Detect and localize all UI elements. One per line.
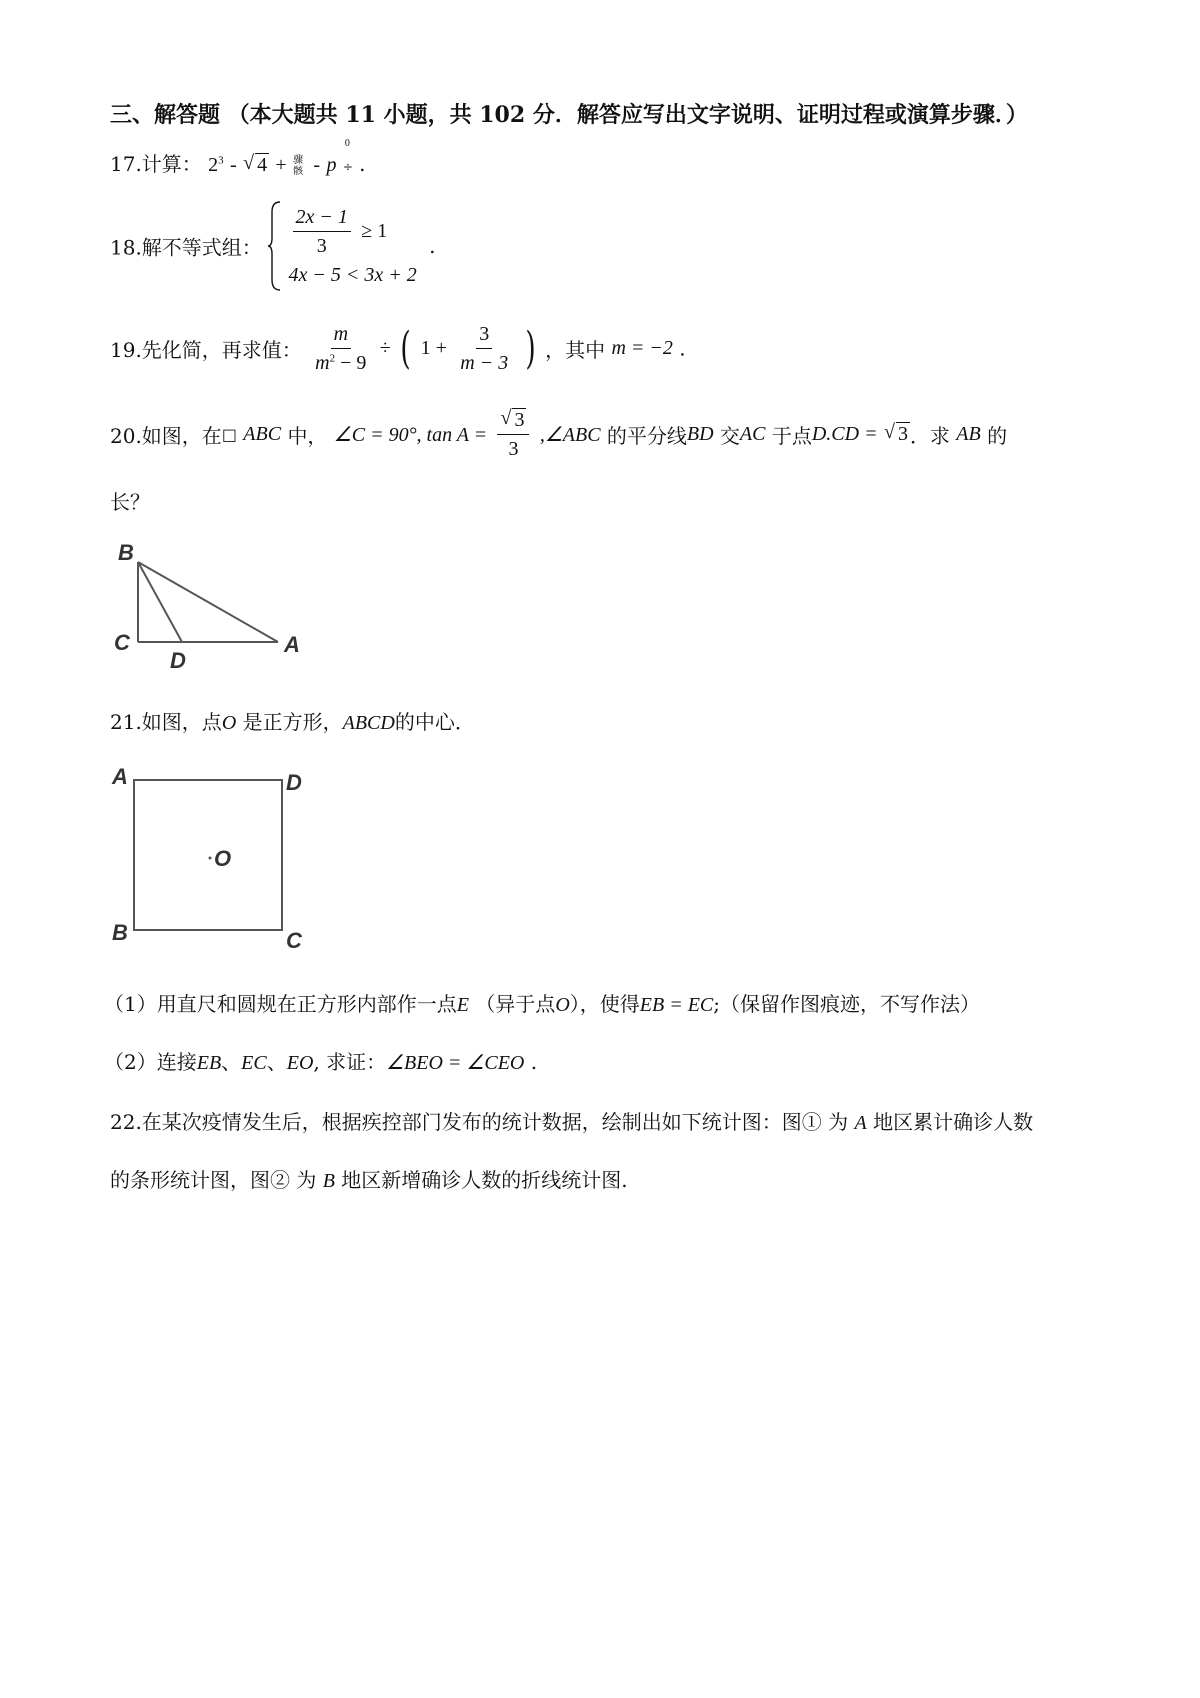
- q20-label-b: B: [118, 540, 134, 565]
- q19-tail-math: m = −2: [611, 337, 673, 359]
- q20-sqrt3-value: 3: [897, 423, 908, 445]
- q20-t3: 于点: [771, 424, 812, 448]
- q21-p1-c: ），使得: [569, 992, 640, 1016]
- q22-l2-b: 地区新增确诊人数的折线统计图.: [341, 1168, 628, 1192]
- q20-dcd: D.CD =: [811, 423, 878, 445]
- q17-base: 2: [208, 154, 219, 176]
- question-20: [110, 408, 1007, 461]
- q21-part-1: [104, 988, 980, 1017]
- q20-t2: 交: [719, 424, 740, 448]
- q17-minus2: -: [313, 154, 321, 176]
- q22-l1-b: 地区累计确诊人数: [873, 1110, 1034, 1134]
- section-title: 三、解答题 （本大题共 11 小题，共 102 分．解答应写出文字说明、证明过程或演算步骤．）: [110, 102, 1028, 128]
- q18-brace: [268, 200, 282, 292]
- q17-sqrt-arg: 4: [257, 154, 268, 176]
- q21-p2-a: （2）连接: [104, 1050, 197, 1074]
- q21-t1: 是正方形，: [242, 710, 343, 734]
- q17-garbled-symbol-2: ÷: [342, 160, 353, 174]
- q21-p2-sep2: 、: [266, 1050, 287, 1074]
- q17-minus1: -: [230, 154, 237, 176]
- q19-frac-1: [312, 322, 369, 375]
- q20-triangle-figure: [110, 534, 310, 674]
- q18-frac-den: 3: [316, 235, 327, 257]
- q19-label: 19.先化简，再求值：: [110, 338, 302, 362]
- q18-rows: [289, 205, 417, 287]
- q21-o: O: [221, 712, 237, 734]
- q21-label-o: O: [214, 846, 232, 871]
- q22-l2-a: 的条形统计图，图② 为: [110, 1168, 317, 1192]
- q21-p1-b: （异于点: [475, 992, 556, 1016]
- q20-bd: BD: [686, 423, 714, 445]
- q20-tan-frac: [497, 408, 529, 461]
- question-22-line-2: [110, 1164, 628, 1193]
- q20-label-d: D: [170, 648, 186, 673]
- q18-system: [268, 200, 417, 292]
- q17-zero: 0: [344, 138, 350, 149]
- q21-label-b: B: [112, 920, 128, 945]
- q20-mid: 中，: [287, 424, 328, 448]
- q18-row-1: [289, 205, 417, 258]
- q20-abc: ABC: [243, 423, 282, 445]
- q21-p2-end: .: [530, 1050, 538, 1074]
- q21-label: 21.如图，点: [110, 710, 222, 734]
- q18-rel: ≥ 1: [361, 220, 388, 242]
- q20-ac: AC: [739, 423, 766, 445]
- q19-frac-2-den: m − 3: [460, 352, 509, 374]
- q20-box: □: [221, 425, 237, 444]
- q18-row-2: 4x − 5 < 3x + 2: [288, 264, 417, 286]
- q21-label-c: C: [286, 928, 302, 953]
- q18-label: 18.解不等式组：: [110, 235, 262, 260]
- q19-frac-1-den-rest: − 9: [335, 352, 367, 374]
- q21-p1-a: （1）用直尺和圆规在正方形内部作一点: [104, 992, 457, 1016]
- q20-tan-num: [497, 408, 529, 435]
- q19-end: .: [679, 336, 686, 361]
- q18-frac: [293, 205, 351, 258]
- q19-frac-2: [457, 322, 511, 375]
- q21-square-figure: [108, 762, 328, 958]
- q21-p2-sep1: 、: [221, 1050, 242, 1074]
- q21-p1-eq: EB = EC: [639, 994, 714, 1016]
- q19-right-paren: ): [525, 323, 536, 374]
- q17-sqrt: [243, 154, 269, 177]
- q20-tan-sqrt: [500, 408, 526, 432]
- q20-label-a: A: [284, 632, 300, 657]
- q20-sqrt3: [884, 423, 910, 446]
- q19-frac-1-den: [312, 349, 369, 375]
- q21-p1-o: O: [555, 994, 570, 1016]
- q20-label-c: C: [114, 630, 130, 655]
- q20-tan-den: 3: [508, 438, 519, 460]
- q21-p1-d: ;（保留作图痕迹，不写作法）: [713, 992, 981, 1016]
- q20-line-2: 长？: [110, 490, 150, 514]
- q19-inner-one: 1 +: [420, 337, 447, 359]
- q21-p2-eo: EO: [286, 1052, 314, 1074]
- q21-label-d: D: [286, 770, 302, 795]
- q17-label: 17.计算：: [110, 152, 202, 176]
- q19-tail-text: ，其中: [545, 338, 606, 362]
- q19-frac-1-den-exp: 2: [329, 352, 336, 365]
- q22-l1-a: 22.在某次疫情发生后，根据疾控部门发布的统计数据，绘制出如下统计图：图① 为: [110, 1110, 849, 1134]
- q19-left-paren: (: [400, 323, 411, 374]
- question-21: [110, 706, 475, 735]
- q19-frac-1-num: m: [331, 322, 351, 349]
- q17-power-group: [342, 138, 353, 174]
- q20-label: 20.如图，在: [110, 424, 222, 448]
- q20-t5: 的: [987, 424, 1008, 448]
- q18-end: .: [429, 234, 436, 258]
- question-22-line-1: [110, 1106, 1033, 1135]
- q22-l2-B: B: [322, 1170, 335, 1192]
- q19-frac-2-num: 3: [476, 322, 492, 349]
- q17-end: .: [359, 152, 366, 176]
- q21-center-point: [209, 857, 212, 860]
- question-19: [110, 322, 686, 375]
- q20-ab: AB: [956, 423, 981, 445]
- q20-t1: 的平分线: [606, 424, 687, 448]
- q20-angle-c: ∠C = 90°, tan A =: [333, 424, 488, 446]
- q21-p2-b: , 求证：: [313, 1050, 387, 1074]
- q20-angle-abc: ,∠ABC: [539, 424, 601, 446]
- q19-frac-1-den-base: m: [315, 352, 330, 374]
- q21-t2: 的中心．: [394, 710, 475, 734]
- q21-p2-eb: EB: [196, 1052, 222, 1074]
- q22-l1-A: A: [854, 1112, 867, 1134]
- q21-p2-ec: EC: [241, 1052, 267, 1074]
- question-18: [110, 200, 436, 292]
- q18-frac-num: 2x − 1: [293, 205, 351, 232]
- q17-plus: +: [275, 154, 287, 176]
- q21-p2-eq: ∠BEO = ∠CEO: [386, 1052, 525, 1074]
- q20-tan-num-value: 3: [514, 409, 525, 431]
- q19-div: ÷: [379, 337, 391, 359]
- q17-p: p: [326, 154, 337, 176]
- q21-p1-e: E: [456, 994, 469, 1016]
- q21-square: [134, 780, 282, 930]
- question-17: [110, 138, 366, 177]
- q20-t4: ．求: [909, 424, 950, 448]
- q21-abcd: ABCD: [342, 712, 395, 734]
- q17-garbled-symbol: 骤 骸: [293, 154, 304, 177]
- q21-part-2: [104, 1046, 537, 1075]
- q17-exp: 3: [218, 154, 224, 167]
- q21-label-a: A: [112, 764, 128, 789]
